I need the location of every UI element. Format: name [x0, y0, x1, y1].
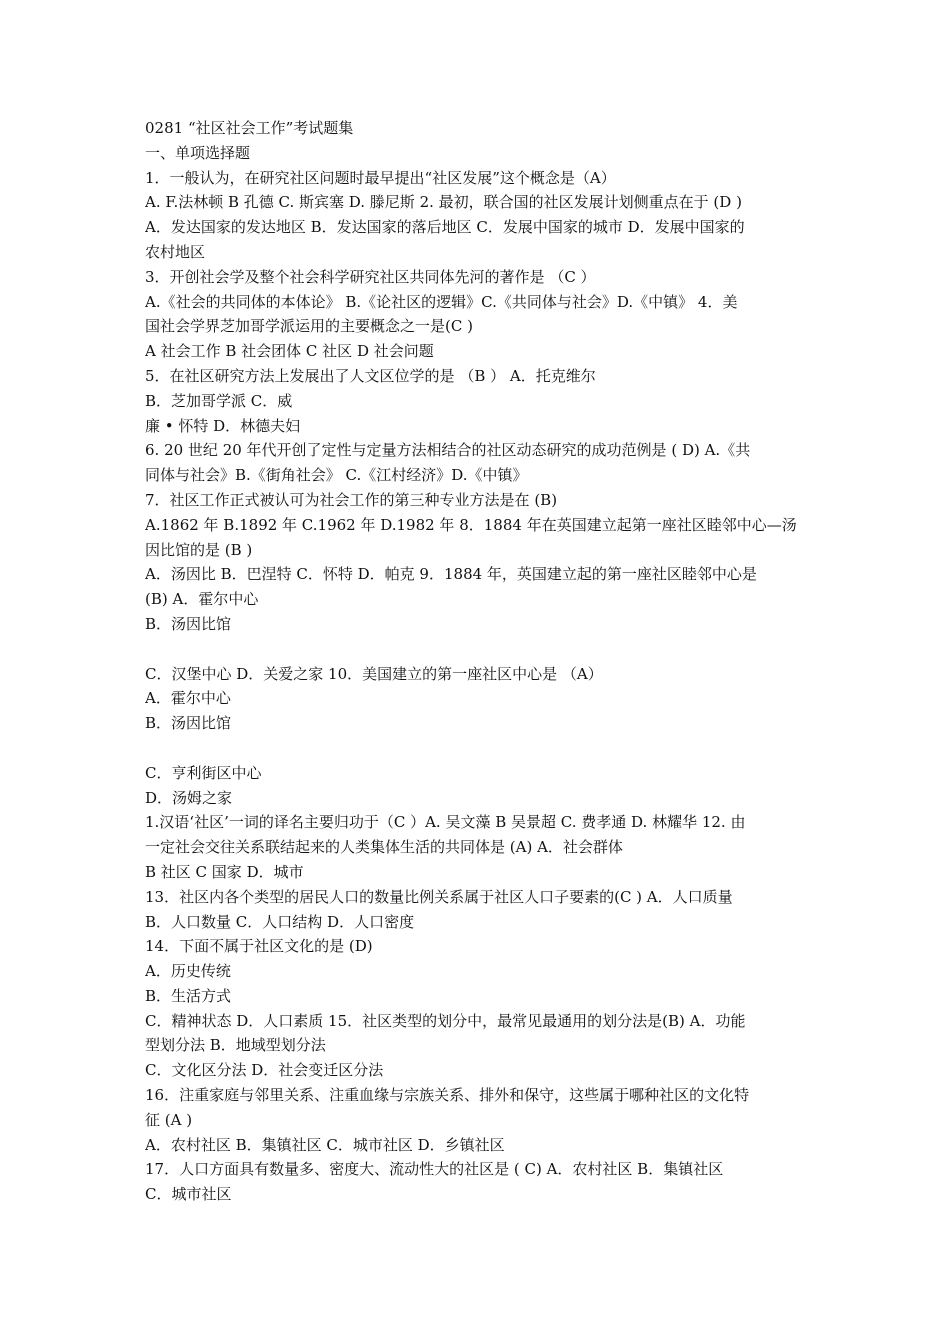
text-line: 型划分法 B．地域型划分法 [145, 1036, 326, 1055]
text-line: 16．注重家庭与邻里关系、注重血缘与宗族关系、排外和保守，这些属于哪种社区的文化特 [145, 1086, 750, 1105]
text-line: 7．社区工作正式被认可为社会工作的第三种专业方法是在 (B) [145, 490, 558, 509]
section-heading: 一、单项选择题 [145, 143, 251, 162]
text-line: C．城市社区 [145, 1185, 232, 1204]
text-line: A．发达国家的发达地区 B．发达国家的落后地区 C．发展中国家的城市 D．发展中国家的 [145, 218, 745, 237]
text-line: A.1862 年 B.1892 年 C.1962 年 D.1982 年 8．1884 年在英国建立起第一座社区睦邻中心—汤 [145, 515, 797, 534]
text-line: 17．人口方面具有数量多、密度大、流动性大的社区是 ( C) A．农村社区 B．集镇社区 [145, 1160, 724, 1179]
text-line: B．汤因比馆 [145, 714, 232, 733]
blank-line [145, 637, 810, 662]
text-line: D．汤姆之家 [145, 788, 233, 807]
text-line: B．汤因比馆 [145, 614, 232, 633]
text-line: 廉 • 怀特 D．林德夫妇 [145, 416, 301, 435]
text-line: 13．社区内各个类型的居民人口的数量比例关系属于社区人口子要素的(C ) A．人口质量 [145, 887, 733, 906]
text-line: 14．下面不属于社区文化的是 (D) [145, 937, 373, 956]
document-body [145, 116, 810, 1207]
text-line: C．汉堡中心 D．关爱之家 10．美国建立的第一座社区中心是 （A） [145, 664, 603, 683]
text-line: 征 (A ) [145, 1110, 193, 1129]
text-line: B．芝加哥学派 C．威 [145, 391, 293, 410]
text-line: A．汤因比 B．巴涅特 C．怀特 D．帕克 9．1884 年，英国建立起的第一座社区睦邻中心是 [145, 565, 757, 584]
text-line: 因比馆的是 (B ) [145, 540, 253, 559]
text-line: A.《社会的共同体的本体论》 B.《论社区的逻辑》C.《共同体与社会》D.《中镇》 4．美 [145, 292, 738, 311]
text-line: 1.汉语‘社区’一词的译名主要归功于（C ）A. 吴文藻 B 吴景超 C. 费孝通 D. 林耀华 12. 由 [145, 813, 746, 832]
text-line: B．人口数量 C．人口结构 D．人口密度 [145, 912, 415, 931]
text-line: 国社会学界芝加哥学派运用的主要概念之一是(C ) [145, 317, 473, 336]
text-line: B．生活方式 [145, 986, 232, 1005]
text-line: (B) A．霍尔中心 [145, 590, 259, 609]
text-line: 5．在社区研究方法上发展出了人文区位学的是 （B ） A．托克维尔 [145, 366, 596, 385]
text-line: A. F.法林顿 B 孔德 C. 斯宾塞 D. 滕尼斯 2. 最初，联合国的社区发展计划侧重点在于 (D ) [145, 193, 742, 212]
text-line: A．农村社区 B．集镇社区 C．城市社区 D．乡镇社区 [145, 1135, 505, 1154]
text-line: 农村地区 [145, 242, 206, 261]
text-line: C．亨利街区中心 [145, 763, 262, 782]
text-line: 6. 20 世纪 20 年代开创了定性与定量方法相结合的社区动态研究的成功范例是 ( D) A.《共 [145, 441, 751, 460]
text-line: 一定社会交往关系联结起来的人类集体生活的共同体是 (A) A．社会群体 [145, 838, 623, 857]
text-line: B 社区 C 国家 D．城市 [145, 862, 304, 881]
text-line: 3．开创社会学及整个社会科学研究社区共同体先河的著作是 （C ） [145, 267, 596, 286]
text-line: C．文化区分法 D．社会变迁区分法 [145, 1061, 384, 1080]
blank-line [145, 736, 810, 761]
text-line: 同体与社会》B.《街角社会》 C.《江村经济》D.《中镇》 [145, 466, 528, 485]
text-line: 1．一般认为，在研究社区问题时最早提出“社区发展”这个概念是（A） [145, 168, 616, 187]
text-line: A．历史传统 [145, 962, 231, 981]
text-line: C．精神状态 D．人口素质 15．社区类型的划分中，最常见最通用的划分法是(B) A．功能 [145, 1011, 746, 1030]
text-line: A．霍尔中心 [145, 689, 231, 708]
text-line: A 社会工作 B 社会团体 C 社区 D 社会问题 [145, 342, 434, 361]
doc-title: 0281 “社区社会工作”考试题集 [145, 119, 354, 137]
